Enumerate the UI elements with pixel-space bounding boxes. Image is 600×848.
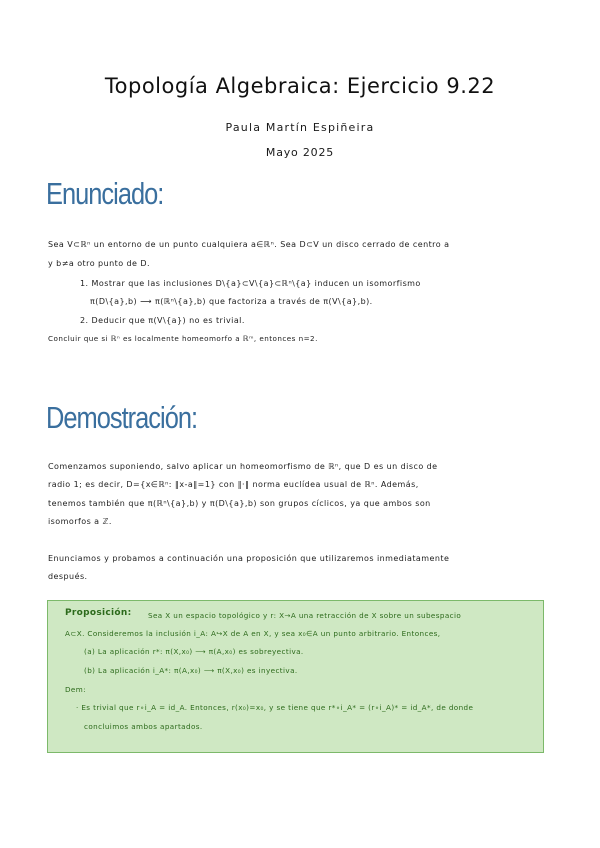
enunciado-intro-line: y b≠a otro punto de D. bbox=[48, 259, 151, 268]
enunciado-item-1: 1. Mostrar que las inclusiones D\{a}⊂V\{a}⊂ℝⁿ\{a} inducen un isomorfismo bbox=[80, 279, 421, 288]
proposition-item-a: (a) La aplicación r*: π(X,x₀) ⟶ π(A,x₀) es sobreyectiva. bbox=[84, 647, 304, 656]
demostracion-paragraph-line: después. bbox=[48, 572, 88, 581]
enunciado-intro-line: Sea V⊂ℝⁿ un entorno de un punto cualquiera a∈ℝⁿ. Sea D⊂V un disco cerrado de centro a bbox=[48, 240, 450, 249]
document-title: Topología Algebraica: Ejercicio 9.22 bbox=[104, 74, 496, 98]
proposition-line: Sea X un espacio topológico y r: X→A una retracción de X sobre un subespacio bbox=[148, 611, 462, 620]
document-author: Paula Martín Espiñeira bbox=[225, 121, 375, 134]
proof-line: concluimos ambos apartados. bbox=[84, 722, 203, 731]
enunciado-item-2: 2. Deducir que π(V\{a}) no es trivial. bbox=[80, 316, 245, 325]
proposition-label: Proposición: bbox=[65, 608, 132, 618]
document-date: Mayo 2025 bbox=[265, 146, 335, 159]
demostracion-paragraph-line: radio 1; es decir, D={x∈ℝⁿ: ‖x-a‖=1} con ‖·‖ norma euclídea usual de ℝⁿ. Además, bbox=[48, 480, 419, 489]
proposition-item-b: (b) La aplicación i_A*: π(A,x₀) ⟶ π(X,x₀) es inyectiva. bbox=[84, 666, 298, 675]
demostracion-paragraph-line: Enunciamos y probamos a continuación una proposición que utilizaremos inmediatamente bbox=[48, 554, 450, 563]
enunciado-item-1-cont: π(D\{a},b) ⟶ π(ℝⁿ\{a},b) que factoriza a través de π(V\{a},b). bbox=[90, 297, 373, 306]
demostracion-paragraph-line: Comenzamos suponiendo, salvo aplicar un homeomorfismo de ℝⁿ, que D es un disco de bbox=[48, 462, 438, 471]
demostracion-paragraph-line: tenemos también que π(ℝⁿ\{a},b) y π(D\{a},b) son grupos cíclicos, ya que ambos son bbox=[48, 499, 431, 508]
section-heading-enunciado: Enunciado: bbox=[46, 176, 164, 211]
demostracion-paragraph-line: isomorfos a ℤ. bbox=[48, 517, 112, 526]
proposition-box bbox=[47, 600, 544, 753]
section-heading-demostracion: Demostración: bbox=[46, 400, 198, 435]
proof-label: Dem: bbox=[65, 685, 86, 694]
proof-line: · Es trivial que r∘i_A = id_A. Entonces, r(x₀)=x₀, y se tiene que r*∘i_A* = (r∘i_A)* = id_A*, de donde bbox=[76, 703, 474, 712]
proposition-line: A⊂X. Consideremos la inclusión i_A: A↪X de A en X, y sea x₀∈A un punto arbitrario. Entonces, bbox=[65, 629, 441, 638]
enunciado-conclusion: Concluir que si ℝⁿ es localmente homeomorfo a ℝᵐ, entonces n=2. bbox=[48, 334, 318, 343]
